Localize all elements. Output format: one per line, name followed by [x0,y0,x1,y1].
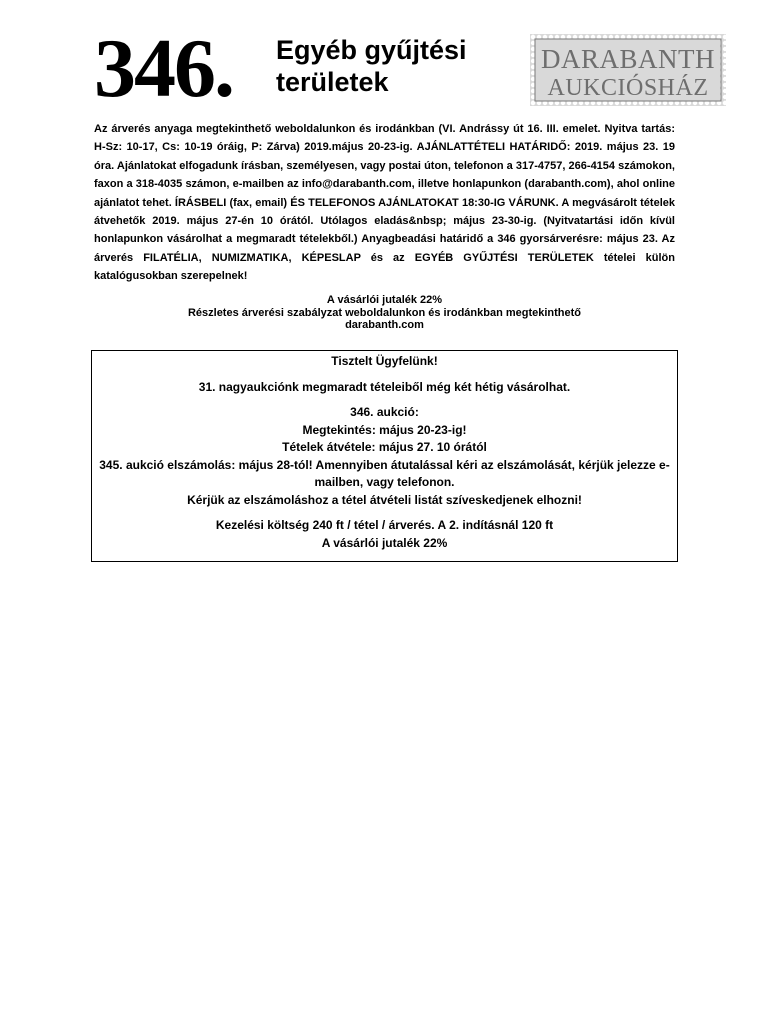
notice-auction-label: 346. aukció: [350,405,419,419]
commission-note: A vásárlói jutalék 22% [326,294,443,306]
notice-greeting: Tisztelt Ügyfelünk! [331,354,438,368]
logo-line1: DARABANTH [540,44,716,74]
customer-notice-box [91,350,678,562]
notice-handling-fee: Kezelési költség 240 ft / tétel / árverés. A 2. indításnál 120 ft [215,518,554,532]
auction-number: 346. [94,22,233,115]
logo-line2: AUKCIÓSHÁZ [547,75,709,101]
auction-title-line1: Egyéb gyűjtési [276,35,467,65]
auction-info-text: Az árverés anyaga megtekinthető weboldalunkon és irodánkban (VI. Andrássy út 16. III. emelet. Nyitva tartás: H-Sz: 10-17, Cs: 10-19 óráig, P: Zárva) 2019.május 20-23-ig. AJÁNLATTÉTELI HATÁRIDŐ: 2019. május 23. 19 óra. Ajánlatokat elfogadunk írásban, személyesen, vagy postai úton, telefonon a 317-4757, 266-4154 számokon, faxon a 318-4035 számon, e-mailben az info@darabanth.com, illetve honlapunkon (darabanth.com), ahol online ajánlatot tehet. ÍRÁSBELI (fax, email) ÉS TELEFONOS AJÁNLATOKAT 18:30-IG VÁRUNK. A megvásárolt tételek átvehetők 2019. május 27-én 10 órától. Utólagos eladás&nbsp; május 23-30-ig. (Nyitvatartási időn kívül honlapunkon vásárolhat a megmaradt tételekből.) Anyagbeadási határidő a 346 gyorsárverésre: május 23. Az árverés FILATÉLIA, NUMIZMATIKA, KÉPESLAP és az EGYÉB GYŰJTÉSI TERÜLETEK tételei külön katalógusokban szerepelnek! [94,123,675,283]
auction-title [276,34,516,98]
notice-spacer [92,371,677,379]
notice-pickup: Tételek átvétele: május 27. 10 órától [282,440,487,454]
notice-commission: A vásárlói jutalék 22% [321,535,448,550]
commission-notes [94,294,675,332]
darabanth-logo [530,34,726,106]
rules-note: Részletes árverési szabályzat weboldalunkon és irodánkban megtekinthető [187,306,582,319]
notice-spacer [92,396,677,404]
notice-remaining-items: 31. nagyaukciónk megmaradt tételeiből még két hétig vásárolhat. [198,379,571,394]
notice-bring-list: Kérjük az elszámoláshoz a tétel átvételi listát szíveskedjenek elhozni! [187,492,582,507]
page-header [94,24,726,116]
auction-info-paragraph [94,120,675,286]
website-note: darabanth.com [345,319,424,331]
notice-settlement: 345. aukció elszámolás: május 28-tól! Amennyiben átutalással kéri az elszámolását, kérjük jelezze e-mailben, vagy telefonon. [99,457,670,489]
notice-spacer [92,509,677,517]
notice-viewing: Megtekintés: május 20-23-ig! [302,422,467,437]
auction-title-line2: területek [276,67,389,97]
